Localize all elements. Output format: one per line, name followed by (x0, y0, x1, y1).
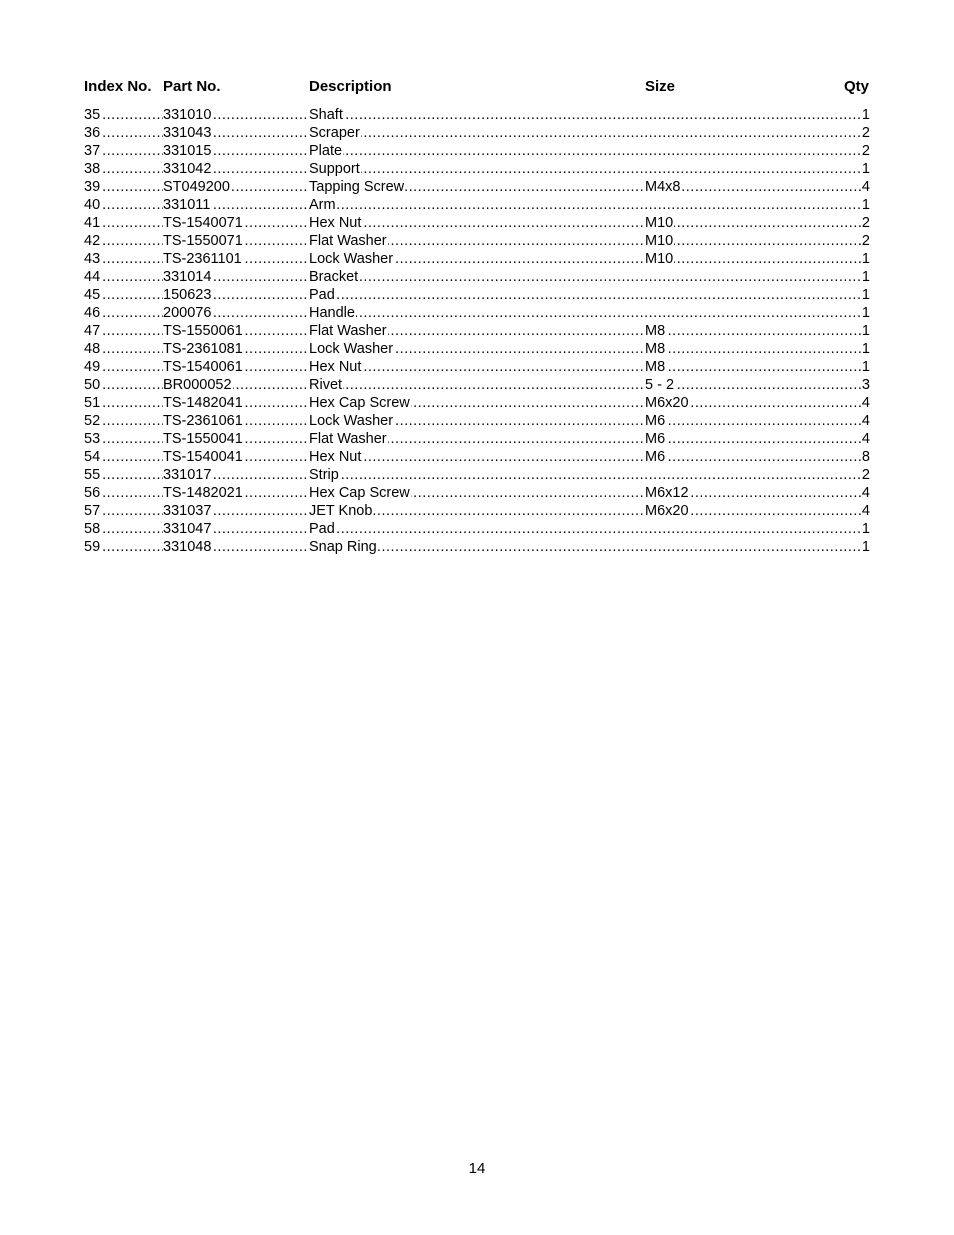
cell-index-no (84, 322, 163, 340)
cell-index-no-text: 35 (84, 107, 101, 123)
cell-part-no (163, 412, 309, 430)
cell-description-text: Flat Washer (309, 233, 387, 249)
cell-qty: 1 (861, 287, 870, 303)
table-row (84, 520, 870, 538)
cell-size (645, 232, 861, 250)
cell-part-no (163, 196, 309, 214)
cell-description (309, 214, 645, 232)
cell-description-text: JET Knob (309, 503, 373, 519)
cell-size (645, 430, 861, 448)
table-row (84, 430, 870, 448)
cell-index-no-text: 45 (84, 287, 101, 303)
cell-part-no (163, 448, 309, 466)
page-number: 14 (468, 1160, 486, 1177)
table-row (84, 178, 870, 196)
cell-part-no-text: TS-1540041 (163, 449, 243, 465)
table-row (84, 358, 870, 376)
header-qty: Qty (843, 78, 869, 95)
cell-index-no-text: 56 (84, 485, 101, 501)
cell-description-text: Flat Washer (309, 323, 387, 339)
cell-part-no-text: 331042 (163, 161, 212, 177)
cell-description (309, 286, 861, 304)
cell-size-text: M10 (645, 251, 674, 267)
cell-index-no (84, 160, 163, 178)
cell-size-text: M10 (645, 215, 674, 231)
cell-qty: 2 (861, 467, 870, 483)
cell-index-no-text: 46 (84, 305, 101, 321)
cell-size-text: 5 - 2 (645, 377, 675, 393)
cell-part-no (163, 286, 309, 304)
cell-part-no-text: ST049200 (163, 179, 230, 195)
table-row (84, 322, 870, 340)
cell-index-no (84, 466, 163, 484)
cell-part-no (163, 520, 309, 538)
cell-qty: 2 (861, 233, 870, 249)
cell-index-no-text: 51 (84, 395, 101, 411)
cell-description-text: Hex Nut (309, 359, 362, 375)
cell-index-no (84, 520, 163, 538)
cell-part-no-text: TS-1550041 (163, 431, 243, 447)
cell-size-text: M8 (645, 359, 666, 375)
cell-index-no (84, 106, 163, 124)
cell-part-no (163, 142, 309, 160)
cell-part-no-text: 331011 (163, 197, 211, 213)
cell-size (645, 394, 861, 412)
cell-index-no-text: 39 (84, 179, 101, 195)
cell-size (645, 484, 861, 502)
cell-size (645, 340, 861, 358)
cell-part-no (163, 376, 309, 394)
cell-index-no-text: 37 (84, 143, 101, 159)
cell-index-no-text: 54 (84, 449, 101, 465)
cell-description-text: Hex Cap Screw (309, 395, 410, 411)
cell-index-no (84, 268, 163, 286)
cell-part-no-text: 331015 (163, 143, 212, 159)
cell-index-no-text: 40 (84, 197, 101, 213)
cell-part-no (163, 178, 309, 196)
cell-description (309, 394, 645, 412)
cell-index-no (84, 358, 163, 376)
table-row (84, 142, 870, 160)
cell-index-no-text: 52 (84, 413, 101, 429)
cell-index-no (84, 142, 163, 160)
cell-part-no (163, 340, 309, 358)
cell-index-no (84, 250, 163, 268)
cell-description (309, 232, 645, 250)
cell-description (309, 124, 861, 142)
cell-description-text: Strip (309, 467, 339, 483)
cell-index-no-text: 55 (84, 467, 101, 483)
cell-description-text: Hex Cap Screw (309, 485, 410, 501)
cell-description (309, 520, 861, 538)
cell-description (309, 142, 861, 160)
cell-part-no (163, 502, 309, 520)
cell-index-no (84, 304, 163, 322)
cell-description (309, 412, 645, 430)
cell-index-no (84, 340, 163, 358)
cell-size (645, 376, 861, 394)
table-row (84, 538, 870, 556)
cell-part-no (163, 538, 309, 556)
cell-part-no-text: 331043 (163, 125, 212, 141)
cell-description-text: Handle (309, 305, 355, 321)
cell-qty: 1 (861, 269, 870, 285)
cell-size-text: M8 (645, 341, 666, 357)
cell-index-no-text: 41 (84, 215, 101, 231)
cell-part-no (163, 466, 309, 484)
cell-size-text: M4x8 (645, 179, 681, 195)
cell-size-text: M6x12 (645, 485, 689, 501)
table-row (84, 286, 870, 304)
table-row (84, 250, 870, 268)
cell-description (309, 178, 645, 196)
cell-index-no-text: 43 (84, 251, 101, 267)
cell-part-no-text: TS-1482021 (163, 485, 243, 501)
cell-part-no (163, 214, 309, 232)
cell-qty: 1 (861, 323, 870, 339)
cell-description-text: Shaft (309, 107, 343, 123)
cell-size (645, 322, 861, 340)
cell-qty: 4 (861, 485, 870, 501)
table-row (84, 448, 870, 466)
cell-index-no (84, 430, 163, 448)
cell-description (309, 196, 861, 214)
cell-description-text: Pad (309, 521, 335, 537)
cell-index-no-text: 50 (84, 377, 101, 393)
table-row (84, 484, 870, 502)
cell-part-no (163, 106, 309, 124)
cell-part-no-text: 331037 (163, 503, 212, 519)
cell-part-no-text: 150623 (163, 287, 212, 303)
header-description: Description (309, 78, 392, 95)
table-row (84, 502, 870, 520)
table-row (84, 340, 870, 358)
cell-index-no-text: 48 (84, 341, 101, 357)
cell-qty: 2 (861, 125, 870, 141)
cell-part-no-text: TS-1540071 (163, 215, 243, 231)
table-row (84, 124, 870, 142)
cell-description (309, 250, 645, 268)
cell-part-no (163, 268, 309, 286)
cell-part-no-text: TS-1540061 (163, 359, 243, 375)
cell-part-no-text: BR000052 (163, 377, 232, 393)
cell-part-no (163, 322, 309, 340)
cell-part-no (163, 124, 309, 142)
cell-description-text: Lock Washer (309, 341, 394, 357)
cell-description (309, 376, 645, 394)
cell-qty: 1 (861, 197, 870, 213)
cell-size-text: M6 (645, 449, 666, 465)
cell-description-text: Plate (309, 143, 343, 159)
cell-description-text: Arm (309, 197, 336, 213)
cell-part-no (163, 394, 309, 412)
cell-part-no-text: 331010 (163, 107, 212, 123)
cell-description-text: Lock Washer (309, 413, 394, 429)
cell-index-no-text: 53 (84, 431, 101, 447)
cell-size (645, 412, 861, 430)
cell-size (645, 250, 861, 268)
table-row (84, 376, 870, 394)
parts-list (84, 106, 870, 556)
cell-size (645, 502, 861, 520)
cell-part-no-text: 331014 (163, 269, 212, 285)
cell-index-no-text: 59 (84, 539, 101, 555)
cell-description (309, 304, 861, 322)
header-index-no: Index No. (84, 78, 152, 95)
table-row (84, 394, 870, 412)
cell-qty: 1 (861, 521, 870, 537)
cell-index-no (84, 124, 163, 142)
cell-part-no (163, 250, 309, 268)
cell-index-no (84, 484, 163, 502)
cell-qty: 1 (861, 359, 870, 375)
cell-qty: 2 (861, 143, 870, 159)
cell-index-no (84, 412, 163, 430)
cell-index-no (84, 232, 163, 250)
cell-part-no (163, 304, 309, 322)
cell-description (309, 484, 645, 502)
cell-index-no (84, 538, 163, 556)
cell-size (645, 358, 861, 376)
cell-size (645, 214, 861, 232)
header-part-no: Part No. (163, 78, 221, 95)
cell-part-no (163, 358, 309, 376)
cell-index-no (84, 502, 163, 520)
cell-description (309, 106, 861, 124)
cell-description (309, 502, 645, 520)
cell-part-no (163, 430, 309, 448)
cell-part-no (163, 484, 309, 502)
cell-index-no-text: 44 (84, 269, 101, 285)
cell-size-text: M10 (645, 233, 674, 249)
cell-qty: 8 (861, 449, 870, 465)
cell-size-text: M6x20 (645, 395, 689, 411)
cell-size (645, 178, 861, 196)
table-row (84, 304, 870, 322)
cell-index-no-text: 58 (84, 521, 101, 537)
cell-index-no-text: 57 (84, 503, 101, 519)
table-row (84, 232, 870, 250)
cell-size (645, 448, 861, 466)
cell-description (309, 430, 645, 448)
cell-description-text: Snap Ring (309, 539, 377, 555)
table-row (84, 268, 870, 286)
cell-part-no-text: 331048 (163, 539, 212, 555)
cell-qty: 1 (861, 341, 870, 357)
cell-qty: 3 (861, 377, 870, 393)
cell-index-no (84, 196, 163, 214)
cell-description-text: Tapping Screw (309, 179, 405, 195)
cell-qty: 4 (861, 395, 870, 411)
cell-qty: 1 (861, 251, 870, 267)
cell-part-no-text: TS-1550071 (163, 233, 243, 249)
cell-index-no-text: 47 (84, 323, 101, 339)
cell-description (309, 268, 861, 286)
cell-index-no (84, 214, 163, 232)
cell-size-text: M6x20 (645, 503, 689, 519)
cell-part-no-text: 331017 (163, 467, 212, 483)
cell-description (309, 466, 861, 484)
cell-description-text: Support (309, 161, 360, 177)
cell-qty: 1 (861, 305, 870, 321)
cell-description (309, 160, 861, 178)
cell-description-text: Pad (309, 287, 335, 303)
cell-part-no-text: 200076 (163, 305, 212, 321)
cell-description (309, 448, 645, 466)
table-row (84, 412, 870, 430)
cell-description (309, 358, 645, 376)
cell-size-text: M8 (645, 323, 666, 339)
cell-description-text: Scraper (309, 125, 360, 141)
cell-index-no (84, 178, 163, 196)
cell-part-no (163, 160, 309, 178)
cell-qty: 4 (861, 503, 870, 519)
cell-index-no-text: 38 (84, 161, 101, 177)
header-size: Size (645, 78, 676, 95)
table-row (84, 106, 870, 124)
cell-part-no (163, 232, 309, 250)
cell-index-no (84, 376, 163, 394)
cell-description-text: Hex Nut (309, 449, 362, 465)
cell-description (309, 322, 645, 340)
cell-description-text: Bracket (309, 269, 359, 285)
cell-index-no (84, 394, 163, 412)
table-row (84, 466, 870, 484)
cell-qty: 4 (861, 431, 870, 447)
cell-size-text: M6 (645, 431, 666, 447)
cell-qty: 4 (861, 413, 870, 429)
cell-index-no-text: 36 (84, 125, 101, 141)
cell-part-no-text: TS-2361101 (163, 251, 242, 267)
cell-part-no-text: TS-1482041 (163, 395, 243, 411)
table-row (84, 160, 870, 178)
cell-description-text: Hex Nut (309, 215, 362, 231)
cell-part-no-text: TS-2361081 (163, 341, 243, 357)
cell-description (309, 538, 861, 556)
table-row (84, 214, 870, 232)
cell-description-text: Rivet (309, 377, 343, 393)
cell-part-no-text: 331047 (163, 521, 212, 537)
cell-description-text: Lock Washer (309, 251, 394, 267)
parts-list-header (0, 78, 954, 98)
cell-size-text: M6 (645, 413, 666, 429)
cell-part-no-text: TS-2361061 (163, 413, 243, 429)
cell-part-no-text: TS-1550061 (163, 323, 243, 339)
table-row (84, 196, 870, 214)
cell-qty: 1 (861, 539, 870, 555)
cell-index-no-text: 49 (84, 359, 101, 375)
cell-description-text: Flat Washer (309, 431, 387, 447)
cell-qty: 1 (861, 107, 870, 123)
cell-description (309, 340, 645, 358)
cell-index-no-text: 42 (84, 233, 101, 249)
cell-qty: 4 (861, 179, 870, 195)
cell-index-no (84, 286, 163, 304)
cell-qty: 1 (861, 161, 870, 177)
cell-index-no (84, 448, 163, 466)
cell-qty: 2 (861, 215, 870, 231)
